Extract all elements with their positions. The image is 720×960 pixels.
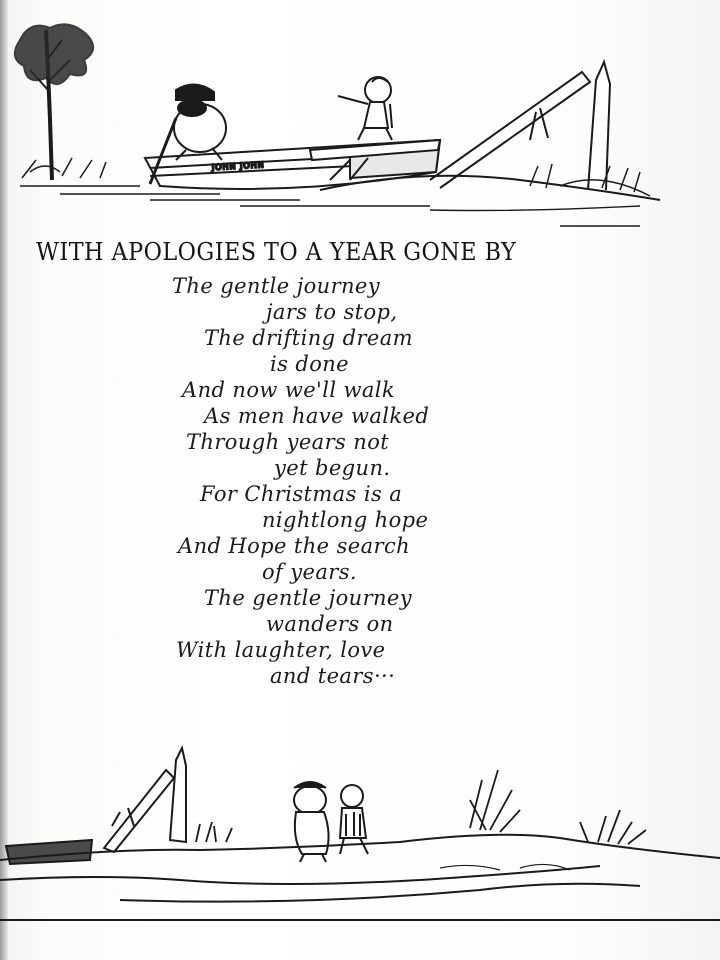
- poem-line: With laughter, love: [176, 638, 386, 662]
- beached-boat-icon: [6, 840, 92, 864]
- poem-line: The gentle journey: [172, 274, 381, 298]
- grass-icon: [196, 770, 646, 844]
- poem-line: nightlong hope: [262, 508, 429, 532]
- poem-line: For Christmas is a: [200, 482, 403, 506]
- poem-line: is done: [270, 352, 350, 376]
- poem-line: of years.: [262, 560, 357, 584]
- boat-name-label: JOHN JOHN: [211, 160, 265, 172]
- broken-tree-icon: [104, 748, 186, 852]
- tree-icon: [15, 24, 106, 180]
- walking-characters-illustration: [0, 730, 720, 960]
- poem-line: yet begun.: [274, 456, 391, 480]
- walking-character-left-icon: [294, 782, 329, 862]
- boat-scene-illustration: [0, 0, 720, 240]
- poem-line: Through years not: [186, 430, 390, 454]
- standing-character-icon: [338, 77, 392, 140]
- poem-line: wanders on: [266, 612, 394, 636]
- water-lines: [20, 186, 640, 226]
- poem-title: WITH APOLOGIES TO A YEAR GONE BY: [36, 238, 517, 266]
- poem-line: and tears···: [270, 664, 396, 688]
- poem-line: The drifting dream: [204, 326, 413, 350]
- poem-line: And Hope the search: [178, 534, 411, 558]
- poem-line: As men have walked: [204, 404, 430, 428]
- poem-line: And now we'll walk: [182, 378, 396, 402]
- poem-line: The gentle journey: [204, 586, 413, 610]
- poem-line: jars to stop,: [266, 300, 398, 324]
